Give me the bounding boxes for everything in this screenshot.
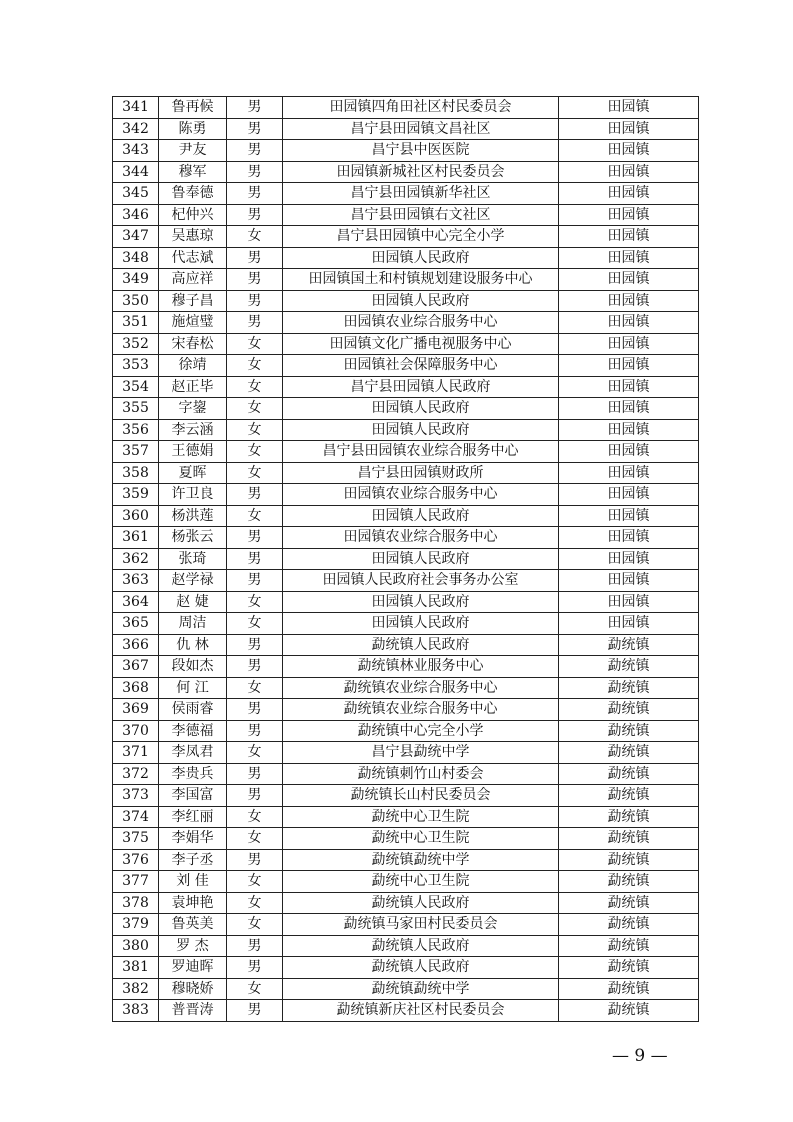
row-number-cell: 360 xyxy=(113,505,159,527)
table-row xyxy=(113,677,699,699)
gender-cell: 男 xyxy=(227,763,283,785)
row-number-cell: 351 xyxy=(113,312,159,334)
gender-cell: 女 xyxy=(227,226,283,248)
row-number-cell: 353 xyxy=(113,355,159,377)
table-row xyxy=(113,914,699,936)
gender-cell: 女 xyxy=(227,806,283,828)
row-number-cell: 355 xyxy=(113,398,159,420)
gender-cell: 女 xyxy=(227,871,283,893)
table-row xyxy=(113,312,699,334)
row-number-cell: 349 xyxy=(113,269,159,291)
work-unit-cell: 勐统镇人民政府 xyxy=(283,957,559,979)
row-number-cell: 346 xyxy=(113,204,159,226)
township-cell: 田园镇 xyxy=(559,505,699,527)
name-cell: 尹友 xyxy=(159,140,227,162)
name-cell: 周洁 xyxy=(159,613,227,635)
name-cell: 李云涵 xyxy=(159,419,227,441)
township-cell: 勐统镇 xyxy=(559,806,699,828)
row-number-cell: 357 xyxy=(113,441,159,463)
gender-cell: 男 xyxy=(227,634,283,656)
name-cell: 李子丞 xyxy=(159,849,227,871)
name-cell: 陈勇 xyxy=(159,118,227,140)
gender-cell: 女 xyxy=(227,355,283,377)
row-number-cell: 345 xyxy=(113,183,159,205)
name-cell: 李娟华 xyxy=(159,828,227,850)
name-cell: 仇 林 xyxy=(159,634,227,656)
name-cell: 赵正毕 xyxy=(159,376,227,398)
gender-cell: 男 xyxy=(227,269,283,291)
table-row xyxy=(113,1000,699,1022)
gender-cell: 女 xyxy=(227,398,283,420)
name-cell: 袁坤艳 xyxy=(159,892,227,914)
gender-cell: 男 xyxy=(227,548,283,570)
row-number-cell: 362 xyxy=(113,548,159,570)
page-number: — 9 — xyxy=(612,1046,668,1066)
township-cell: 田园镇 xyxy=(559,570,699,592)
row-number-cell: 378 xyxy=(113,892,159,914)
work-unit-cell: 昌宁县中医医院 xyxy=(283,140,559,162)
gender-cell: 女 xyxy=(227,419,283,441)
township-cell: 勐统镇 xyxy=(559,935,699,957)
township-cell: 田园镇 xyxy=(559,97,699,119)
gender-cell: 女 xyxy=(227,677,283,699)
table-row xyxy=(113,720,699,742)
name-cell: 字鋆 xyxy=(159,398,227,420)
work-unit-cell: 昌宁县田园镇农业综合服务中心 xyxy=(283,441,559,463)
name-cell: 李红丽 xyxy=(159,806,227,828)
gender-cell: 女 xyxy=(227,441,283,463)
name-cell: 夏晖 xyxy=(159,462,227,484)
table-row xyxy=(113,333,699,355)
gender-cell: 女 xyxy=(227,505,283,527)
township-cell: 田园镇 xyxy=(559,312,699,334)
work-unit-cell: 田园镇四角田社区村民委员会 xyxy=(283,97,559,119)
work-unit-cell: 田园镇人民政府 xyxy=(283,591,559,613)
work-unit-cell: 田园镇农业综合服务中心 xyxy=(283,312,559,334)
township-cell: 勐统镇 xyxy=(559,656,699,678)
township-cell: 田园镇 xyxy=(559,548,699,570)
township-cell: 田园镇 xyxy=(559,376,699,398)
row-number-cell: 373 xyxy=(113,785,159,807)
name-cell: 杨洪莲 xyxy=(159,505,227,527)
work-unit-cell: 田园镇人民政府 xyxy=(283,548,559,570)
table-row xyxy=(113,118,699,140)
gender-cell: 男 xyxy=(227,570,283,592)
name-cell: 代志斌 xyxy=(159,247,227,269)
row-number-cell: 363 xyxy=(113,570,159,592)
township-cell: 田园镇 xyxy=(559,484,699,506)
work-unit-cell: 勐统镇新庆社区村民委员会 xyxy=(283,1000,559,1022)
row-number-cell: 383 xyxy=(113,1000,159,1022)
table-row xyxy=(113,742,699,764)
name-cell: 李国富 xyxy=(159,785,227,807)
name-cell: 李凤君 xyxy=(159,742,227,764)
gender-cell: 男 xyxy=(227,204,283,226)
name-cell: 许卫良 xyxy=(159,484,227,506)
row-number-cell: 367 xyxy=(113,656,159,678)
name-cell: 刘 佳 xyxy=(159,871,227,893)
row-number-cell: 380 xyxy=(113,935,159,957)
township-cell: 勐统镇 xyxy=(559,978,699,1000)
township-cell: 田园镇 xyxy=(559,161,699,183)
township-cell: 田园镇 xyxy=(559,183,699,205)
work-unit-cell: 田园镇农业综合服务中心 xyxy=(283,484,559,506)
work-unit-cell: 田园镇人民政府 xyxy=(283,398,559,420)
roster-table-body xyxy=(113,97,699,1022)
name-cell: 穆军 xyxy=(159,161,227,183)
gender-cell: 男 xyxy=(227,161,283,183)
table-row xyxy=(113,355,699,377)
row-number-cell: 372 xyxy=(113,763,159,785)
name-cell: 鲁英美 xyxy=(159,914,227,936)
table-row xyxy=(113,140,699,162)
table-row xyxy=(113,484,699,506)
row-number-cell: 376 xyxy=(113,849,159,871)
row-number-cell: 379 xyxy=(113,914,159,936)
gender-cell: 女 xyxy=(227,613,283,635)
gender-cell: 男 xyxy=(227,140,283,162)
work-unit-cell: 昌宁县田园镇财政所 xyxy=(283,462,559,484)
work-unit-cell: 勐统镇中心完全小学 xyxy=(283,720,559,742)
name-cell: 侯雨睿 xyxy=(159,699,227,721)
gender-cell: 男 xyxy=(227,484,283,506)
gender-cell: 女 xyxy=(227,742,283,764)
row-number-cell: 341 xyxy=(113,97,159,119)
township-cell: 田园镇 xyxy=(559,333,699,355)
table-row xyxy=(113,871,699,893)
township-cell: 田园镇 xyxy=(559,591,699,613)
work-unit-cell: 勐统镇农业综合服务中心 xyxy=(283,677,559,699)
gender-cell: 男 xyxy=(227,527,283,549)
work-unit-cell: 田园镇农业综合服务中心 xyxy=(283,527,559,549)
work-unit-cell: 田园镇人民政府社会事务办公室 xyxy=(283,570,559,592)
table-row xyxy=(113,570,699,592)
work-unit-cell: 田园镇人民政府 xyxy=(283,419,559,441)
table-row xyxy=(113,785,699,807)
table-row xyxy=(113,828,699,850)
gender-cell: 男 xyxy=(227,849,283,871)
gender-cell: 男 xyxy=(227,656,283,678)
gender-cell: 女 xyxy=(227,892,283,914)
name-cell: 张琦 xyxy=(159,548,227,570)
row-number-cell: 365 xyxy=(113,613,159,635)
work-unit-cell: 昌宁县田园镇文昌社区 xyxy=(283,118,559,140)
row-number-cell: 371 xyxy=(113,742,159,764)
row-number-cell: 364 xyxy=(113,591,159,613)
township-cell: 田园镇 xyxy=(559,613,699,635)
township-cell: 勐统镇 xyxy=(559,720,699,742)
work-unit-cell: 勐统镇林业服务中心 xyxy=(283,656,559,678)
table-row xyxy=(113,419,699,441)
row-number-cell: 344 xyxy=(113,161,159,183)
work-unit-cell: 田园镇文化广播电视服务中心 xyxy=(283,333,559,355)
table-row xyxy=(113,269,699,291)
work-unit-cell: 昌宁县田园镇新华社区 xyxy=(283,183,559,205)
gender-cell: 女 xyxy=(227,376,283,398)
row-number-cell: 352 xyxy=(113,333,159,355)
table-row xyxy=(113,548,699,570)
gender-cell: 女 xyxy=(227,591,283,613)
table-row xyxy=(113,161,699,183)
work-unit-cell: 田园镇人民政府 xyxy=(283,613,559,635)
name-cell: 徐靖 xyxy=(159,355,227,377)
township-cell: 田园镇 xyxy=(559,140,699,162)
row-number-cell: 369 xyxy=(113,699,159,721)
row-number-cell: 350 xyxy=(113,290,159,312)
name-cell: 宋春松 xyxy=(159,333,227,355)
name-cell: 鲁再候 xyxy=(159,97,227,119)
row-number-cell: 361 xyxy=(113,527,159,549)
name-cell: 赵学禄 xyxy=(159,570,227,592)
table-row xyxy=(113,441,699,463)
gender-cell: 男 xyxy=(227,785,283,807)
gender-cell: 女 xyxy=(227,333,283,355)
table-row xyxy=(113,247,699,269)
table-row xyxy=(113,290,699,312)
name-cell: 王德娟 xyxy=(159,441,227,463)
work-unit-cell: 田园镇人民政府 xyxy=(283,505,559,527)
name-cell: 吴惠琼 xyxy=(159,226,227,248)
name-cell: 罗迪晖 xyxy=(159,957,227,979)
table-row xyxy=(113,97,699,119)
work-unit-cell: 勐统镇马家田村民委员会 xyxy=(283,914,559,936)
township-cell: 勐统镇 xyxy=(559,871,699,893)
row-number-cell: 343 xyxy=(113,140,159,162)
table-row xyxy=(113,376,699,398)
township-cell: 勐统镇 xyxy=(559,914,699,936)
name-cell: 穆晓娇 xyxy=(159,978,227,1000)
table-row xyxy=(113,204,699,226)
table-row xyxy=(113,935,699,957)
township-cell: 勐统镇 xyxy=(559,742,699,764)
work-unit-cell: 昌宁县勐统中学 xyxy=(283,742,559,764)
work-unit-cell: 勐统镇农业综合服务中心 xyxy=(283,699,559,721)
name-cell: 杞仲兴 xyxy=(159,204,227,226)
township-cell: 勐统镇 xyxy=(559,763,699,785)
gender-cell: 男 xyxy=(227,699,283,721)
table-row xyxy=(113,978,699,1000)
table-row xyxy=(113,849,699,871)
township-cell: 田园镇 xyxy=(559,118,699,140)
township-cell: 田园镇 xyxy=(559,398,699,420)
gender-cell: 男 xyxy=(227,720,283,742)
name-cell: 段如杰 xyxy=(159,656,227,678)
table-row xyxy=(113,226,699,248)
name-cell: 高应祥 xyxy=(159,269,227,291)
table-row xyxy=(113,806,699,828)
name-cell: 施煊璧 xyxy=(159,312,227,334)
gender-cell: 男 xyxy=(227,957,283,979)
name-cell: 鲁奉德 xyxy=(159,183,227,205)
row-number-cell: 381 xyxy=(113,957,159,979)
table-row xyxy=(113,656,699,678)
gender-cell: 女 xyxy=(227,462,283,484)
table-row xyxy=(113,183,699,205)
work-unit-cell: 昌宁县田园镇右文社区 xyxy=(283,204,559,226)
township-cell: 田园镇 xyxy=(559,419,699,441)
row-number-cell: 366 xyxy=(113,634,159,656)
table-row xyxy=(113,398,699,420)
township-cell: 田园镇 xyxy=(559,441,699,463)
work-unit-cell: 昌宁县田园镇中心完全小学 xyxy=(283,226,559,248)
table-row xyxy=(113,957,699,979)
roster-table xyxy=(112,96,699,1022)
work-unit-cell: 田园镇社会保障服务中心 xyxy=(283,355,559,377)
row-number-cell: 375 xyxy=(113,828,159,850)
table-row xyxy=(113,613,699,635)
gender-cell: 男 xyxy=(227,1000,283,1022)
row-number-cell: 382 xyxy=(113,978,159,1000)
table-row xyxy=(113,892,699,914)
name-cell: 李贵兵 xyxy=(159,763,227,785)
row-number-cell: 354 xyxy=(113,376,159,398)
name-cell: 穆子昌 xyxy=(159,290,227,312)
work-unit-cell: 田园镇人民政府 xyxy=(283,290,559,312)
gender-cell: 男 xyxy=(227,118,283,140)
township-cell: 勐统镇 xyxy=(559,677,699,699)
work-unit-cell: 勐统镇勐统中学 xyxy=(283,978,559,1000)
gender-cell: 男 xyxy=(227,183,283,205)
work-unit-cell: 勐统镇勐统中学 xyxy=(283,849,559,871)
row-number-cell: 374 xyxy=(113,806,159,828)
gender-cell: 女 xyxy=(227,828,283,850)
township-cell: 田园镇 xyxy=(559,527,699,549)
township-cell: 勐统镇 xyxy=(559,828,699,850)
name-cell: 普晋涛 xyxy=(159,1000,227,1022)
work-unit-cell: 勐统镇刺竹山村委会 xyxy=(283,763,559,785)
township-cell: 田园镇 xyxy=(559,204,699,226)
work-unit-cell: 勐统镇长山村民委员会 xyxy=(283,785,559,807)
township-cell: 田园镇 xyxy=(559,226,699,248)
work-unit-cell: 田园镇人民政府 xyxy=(283,247,559,269)
township-cell: 田园镇 xyxy=(559,269,699,291)
row-number-cell: 370 xyxy=(113,720,159,742)
table-row xyxy=(113,505,699,527)
township-cell: 勐统镇 xyxy=(559,892,699,914)
township-cell: 勐统镇 xyxy=(559,634,699,656)
work-unit-cell: 勐统镇人民政府 xyxy=(283,634,559,656)
table-row xyxy=(113,763,699,785)
work-unit-cell: 田园镇新城社区村民委员会 xyxy=(283,161,559,183)
township-cell: 田园镇 xyxy=(559,290,699,312)
township-cell: 勐统镇 xyxy=(559,785,699,807)
name-cell: 李德福 xyxy=(159,720,227,742)
table-row xyxy=(113,462,699,484)
row-number-cell: 356 xyxy=(113,419,159,441)
gender-cell: 男 xyxy=(227,247,283,269)
work-unit-cell: 勐统中心卫生院 xyxy=(283,871,559,893)
gender-cell: 男 xyxy=(227,290,283,312)
work-unit-cell: 勐统中心卫生院 xyxy=(283,806,559,828)
work-unit-cell: 昌宁县田园镇人民政府 xyxy=(283,376,559,398)
gender-cell: 女 xyxy=(227,914,283,936)
table-row xyxy=(113,527,699,549)
row-number-cell: 368 xyxy=(113,677,159,699)
gender-cell: 男 xyxy=(227,935,283,957)
table-row xyxy=(113,591,699,613)
work-unit-cell: 勐统镇人民政府 xyxy=(283,935,559,957)
work-unit-cell: 勐统镇人民政府 xyxy=(283,892,559,914)
row-number-cell: 348 xyxy=(113,247,159,269)
table-row xyxy=(113,634,699,656)
work-unit-cell: 勐统中心卫生院 xyxy=(283,828,559,850)
row-number-cell: 358 xyxy=(113,462,159,484)
gender-cell: 女 xyxy=(227,978,283,1000)
township-cell: 勐统镇 xyxy=(559,849,699,871)
name-cell: 何 江 xyxy=(159,677,227,699)
name-cell: 赵 婕 xyxy=(159,591,227,613)
row-number-cell: 347 xyxy=(113,226,159,248)
row-number-cell: 359 xyxy=(113,484,159,506)
gender-cell: 男 xyxy=(227,97,283,119)
township-cell: 田园镇 xyxy=(559,247,699,269)
row-number-cell: 342 xyxy=(113,118,159,140)
name-cell: 罗 杰 xyxy=(159,935,227,957)
township-cell: 勐统镇 xyxy=(559,1000,699,1022)
township-cell: 田园镇 xyxy=(559,462,699,484)
table-row xyxy=(113,699,699,721)
township-cell: 勐统镇 xyxy=(559,957,699,979)
name-cell: 杨张云 xyxy=(159,527,227,549)
gender-cell: 男 xyxy=(227,312,283,334)
township-cell: 勐统镇 xyxy=(559,699,699,721)
township-cell: 田园镇 xyxy=(559,355,699,377)
work-unit-cell: 田园镇国土和村镇规划建设服务中心 xyxy=(283,269,559,291)
row-number-cell: 377 xyxy=(113,871,159,893)
